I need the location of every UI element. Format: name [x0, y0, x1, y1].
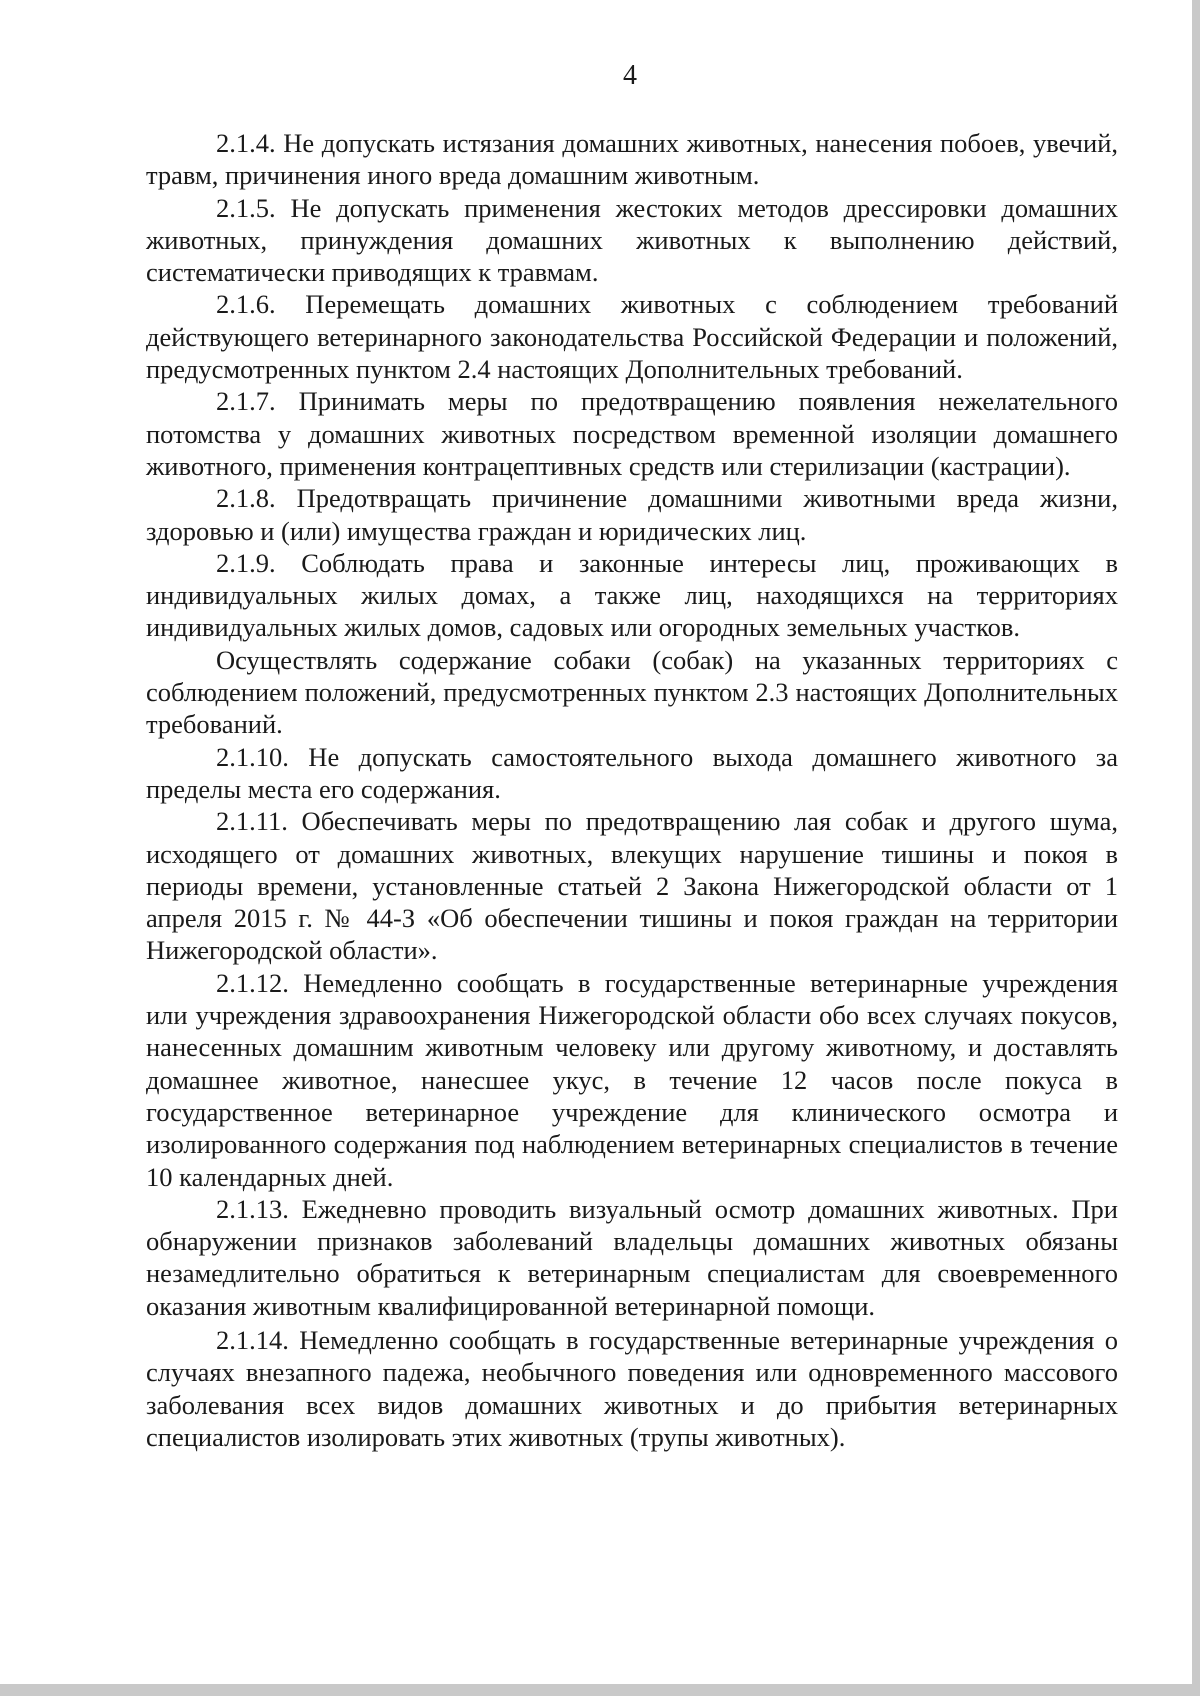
paragraph-2-1-14: 2.1.14. Немедленно сообщать в государственные ветеринарные учреждения о случаях внезапного падежа, необычного поведения или одновременного массового заболевания всех видов домашних животных и до прибытия ветеринарных специалистов изолировать этих животных (трупы животных).: [146, 1324, 1118, 1452]
page-number: 4: [623, 60, 637, 91]
paragraph-2-1-9-continuation: Осуществлять содержание собаки (собак) на указанных территориях с соблюдением положений, предусмотренных пунктом 2.3 настоящих Дополнительных требований.: [146, 644, 1118, 740]
paragraph-2-1-11: 2.1.11. Обеспечивать меры по предотвращению лая собак и другого шума, исходящего от домашних животных, влекущих нарушение тишины и покоя в периоды времени, установленные статьей 2 Закона Нижегородской области от 1 апреля 2015 г. № 44-З «Об обеспечении тишины и покоя граждан на территории Нижегородской области».: [146, 806, 1118, 966]
paragraph-2-1-6: 2.1.6. Перемещать домашних животных с соблюдением требований действующего ветеринарного законодательства Российской Федерации и положений, предусмотренных пунктом 2.4 настоящих Дополнительных требований.: [146, 289, 1118, 385]
paragraph-2-1-12: 2.1.12. Немедленно сообщать в государственные ветеринарные учреждения или учреждения здравоохранения Нижегородской области обо всех случаях покусов, нанесенных домашним животным человеку или другому животному, и доставлять домашнее животное, нанесшее укус, в течение 12 часов после покуса в государственное ветеринарное учреждение для клинического осмотра и изолированного содержания под наблюдением ветеринарных специалистов в течение 10 календарных дней.: [146, 967, 1118, 1192]
paragraph-2-1-5: 2.1.5. Не допускать применения жестоких методов дрессировки домашних животных, принуждения домашних животных к выполнению действий, систематически приводящих к травмам.: [146, 192, 1118, 288]
paragraph-2-1-9: 2.1.9. Соблюдать права и законные интересы лиц, проживающих в индивидуальных жилых домах, а также лиц, находящихся на территориях индивидуальных жилых домов, садовых или огородных земельных участков.: [146, 547, 1118, 643]
paragraph-2-1-4: 2.1.4. Не допускать истязания домашних животных, нанесения побоев, увечий, травм, причинения иного вреда домашним животным.: [146, 128, 1118, 191]
paragraph-2-1-13: 2.1.13. Ежедневно проводить визуальный осмотр домашних животных. При обнаружении признаков заболеваний владельцы домашних животных обязаны незамедлительно обратиться к ветеринарным специалистам для своевременного оказания животным квалифицированной ветеринарной помощи.: [146, 1193, 1118, 1321]
paragraph-2-1-8: 2.1.8. Предотвращать причинение домашними животными вреда жизни, здоровью и (или) имущества граждан и юридических лиц.: [146, 483, 1118, 546]
document-body: [146, 127, 1118, 1453]
paragraph-2-1-7: 2.1.7. Принимать меры по предотвращению появления нежелательного потомства у домашних животных посредством временной изоляции домашнего животного, применения контрацептивных средств или стерилизации (кастрации).: [146, 386, 1118, 481]
paragraph-2-1-10: 2.1.10. Не допускать самостоятельного выхода домашнего животного за пределы места его содержания.: [146, 741, 1118, 804]
